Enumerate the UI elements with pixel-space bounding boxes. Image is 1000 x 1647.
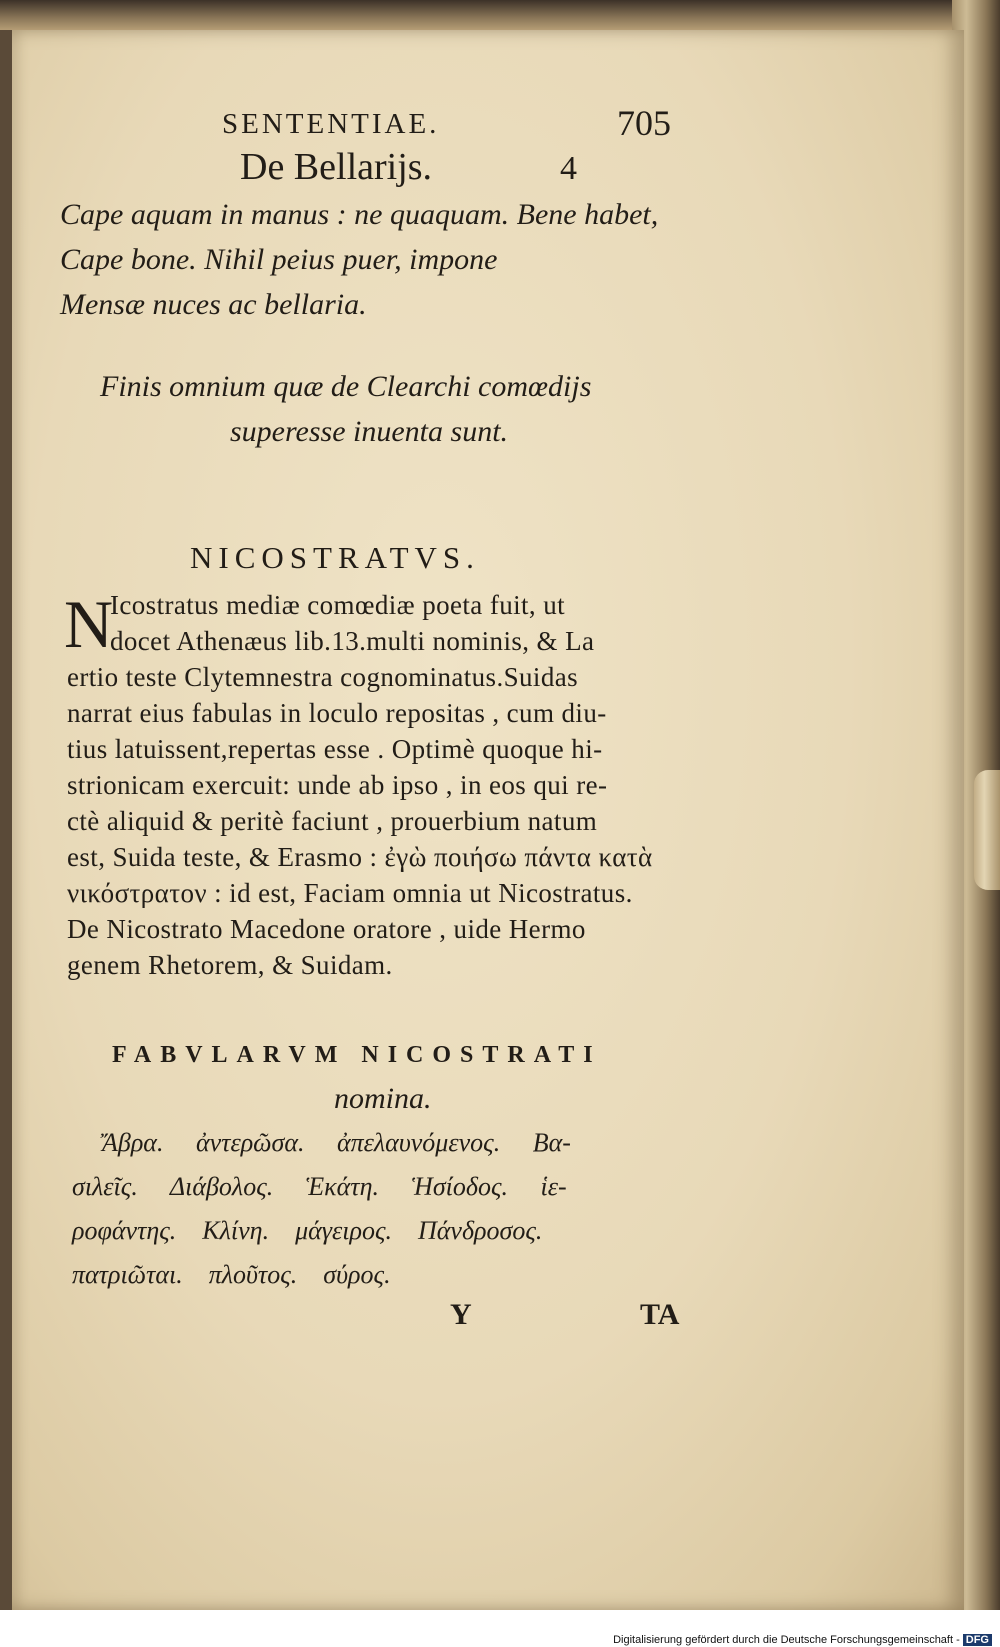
catalog-line: Ἄβρα. ἀντερῶσα. ἀπελαυνόμενος. Βα-	[102, 1128, 571, 1157]
finis-line: Finis omnium quæ de Clearchi comœdijs	[100, 370, 592, 403]
book-clasp	[974, 770, 1000, 890]
running-head: SENTENTIAE.	[222, 108, 440, 140]
signature-mark: Y	[450, 1298, 472, 1331]
catalog-subheading: nomina.	[334, 1082, 432, 1115]
prose-line: narrat eius fabulas in loculo repositas , cum diu-	[67, 698, 607, 728]
catalog-heading: FABVLARVM NICOSTRATI	[112, 1042, 602, 1068]
book-top-edge	[0, 0, 1000, 30]
catchword: TA	[640, 1298, 680, 1331]
book-page	[12, 30, 964, 1610]
finis-line: superesse inuenta sunt.	[230, 415, 509, 448]
credit-text: Digitalisierung gefördert durch die Deutsche Forschungsgemeinschaft -	[613, 1634, 960, 1646]
verse-line: Cape aquam in manus : ne quaquam. Bene habet,	[60, 198, 659, 231]
section-title: De Bellarijs.	[240, 146, 433, 188]
drop-cap: N	[64, 586, 114, 662]
prose-line: νικόστρατον : id est, Faciam omnia ut Nicostratus.	[67, 878, 633, 908]
catalog-line: ροφάντης. Κλίνη. μάγειρος. Πάνδροσος.	[72, 1216, 543, 1245]
prose-line: est, Suida teste, & Erasmo : ἐγὼ ποιήσω πάντα κατὰ	[67, 842, 653, 872]
prose-line: strionicam exercuit: unde ab ipso , in eos qui re-	[67, 770, 608, 800]
prose-line: ertio teste Clytemnestra cognominatus.Suidas	[67, 662, 579, 692]
prose-line: tius latuissent,repertas esse . Optimè quoque hi-	[67, 734, 603, 764]
verse-line: Mensæ nuces ac bellaria.	[60, 288, 367, 321]
dfg-logo: DFG	[963, 1634, 992, 1646]
prose-line: ctè aliquid & peritè faciunt , prouerbium natum	[67, 806, 598, 836]
verse-line: Cape bone. Nihil peius puer, impone	[60, 243, 498, 276]
prose-line: genem Rhetorem, & Suidam.	[67, 950, 393, 980]
section-number: 4	[560, 150, 577, 187]
prose-line: De Nicostrato Macedone oratore , uide Hermo	[67, 914, 586, 944]
catalog-line: σιλεῖς. Διάβολος. Ἑκάτη. Ἡσίοδος. ἱε-	[72, 1172, 567, 1201]
digitization-credit	[613, 1634, 992, 1646]
author-heading: NICOSTRATVS.	[190, 540, 480, 575]
prose-line: Icostratus mediæ comœdiæ poeta fuit, ut	[110, 590, 566, 620]
page-number: 705	[617, 103, 671, 143]
catalog-line: πατριῶται. πλοῦτος. σύρος.	[72, 1260, 391, 1289]
prose-line: docet Athenæus lib.13.multi nominis, & La	[110, 626, 595, 656]
